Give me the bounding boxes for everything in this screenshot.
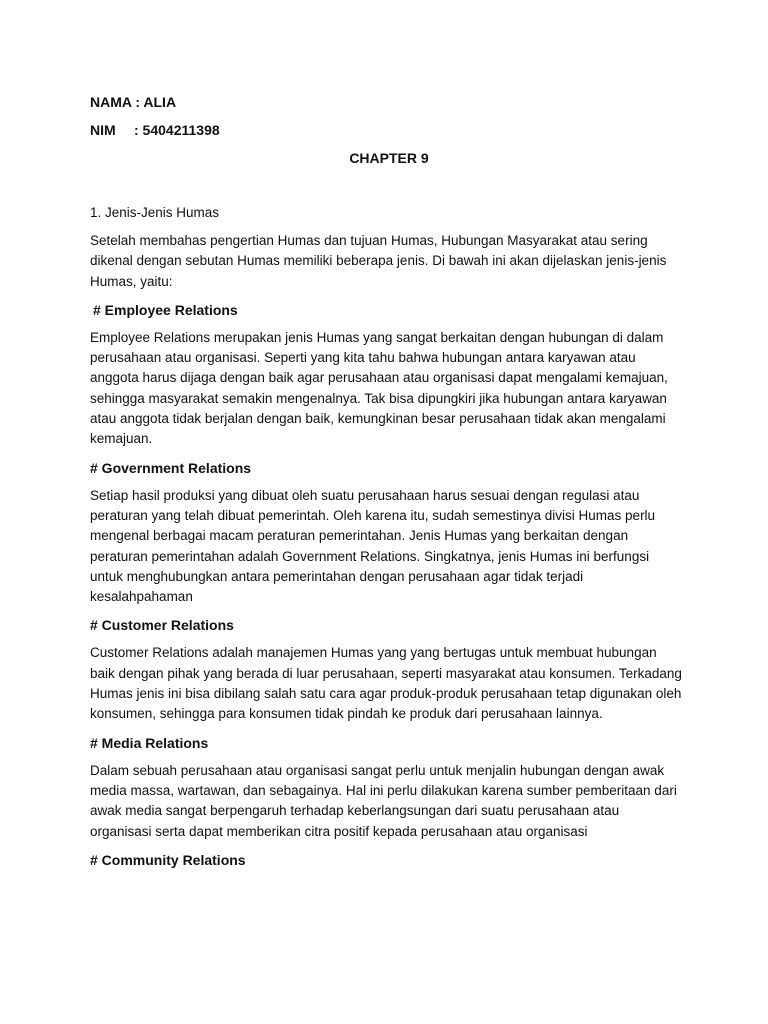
subsection-title-government-relations: # Government Relations [90,459,252,476]
subsection-text-media-relations: Dalam sebuah perusahaan atau organisasi sangat perlu untuk menjalin hubungan dengan awak media massa, wartawan, dan sebagainya. Hal ini perlu dilakukan karena sumber pemberitaan dari awak media sangat berpengaruh terhadap keberlangsungan dari suatu perusahaan atau organisasi serta dapat memberikan citra positif kepada perusahaan atau organisasi [90,762,677,839]
student-nim [90,120,682,140]
nim-label: NIM [90,122,116,138]
nim-value: : 5404211398 [134,122,220,138]
section-heading: 1. Jenis-Jenis Humas [90,205,220,220]
subsection-title-employee-relations: # Employee Relations [93,301,238,318]
subsection-text-employee-relations: Employee Relations merupakan jenis Humas yang sangat berkaitan dengan hubungan di dalam perusahaan atau organisasi. Seperti yang kita tahu bahwa hubungan antara karyawan atau anggota harus dijaga dengan baik agar perusahaan atau organisasi dapat mengalami kemajuan, sehingga masyarakat semakin mengenalnya. Tak bisa dipungkiri jika hubungan antara karyawan atau anggota tidak berjalan dengan baik, kemungkinan besar perusahaan tidak akan mengalami kemajuan. [90,329,668,447]
subsection-title-media-relations: # Media Relations [90,734,209,751]
chapter-title: CHAPTER 9 [349,150,429,166]
student-name: NAMA : ALIA [90,94,177,110]
subsection-title-customer-relations: # Customer Relations [90,617,234,634]
subsection-text-government-relations: Setiap hasil produksi yang dibuat oleh suatu perusahaan harus sesuai dengan regulasi atau peraturan yang telah dibuat pemerintah. Oleh karena itu, sudah semestinya divisi Humas perlu mengenal berbagai macam peraturan pemerintahan. Jenis Humas yang berkaitan dengan peraturan pemerintahan adalah Government Relations. Singkatnya, jenis Humas ini berfungsi untuk menghubungkan antara pemerintahan dengan perusahaan agar tidak terjadi kesalahpahaman [90,487,656,605]
section-intro: Setelah membahas pengertian Humas dan tujuan Humas, Hubungan Masyarakat atau sering dikenal dengan sebutan Humas memiliki beberapa jenis. Di bawah ini akan dijelaskan jenis-jenis Humas, yaitu: [90,233,667,289]
subsection-text-customer-relations: Customer Relations adalah manajemen Humas yang yang bertugas untuk membuat hubungan baik dengan pihak yang berada di luar perusahaan, seperti masyarakat atau konsumen. Terkadang Humas jenis ini bisa dibilang salah satu cara agar produk-produk perusahaan tetap digunakan oleh konsumen, sehingga para konsumen tidak pindah ke produk dari perusahaan lainnya. [90,645,682,722]
document-content [90,90,682,870]
subsection-title-community-relations: # Community Relations [90,851,246,868]
